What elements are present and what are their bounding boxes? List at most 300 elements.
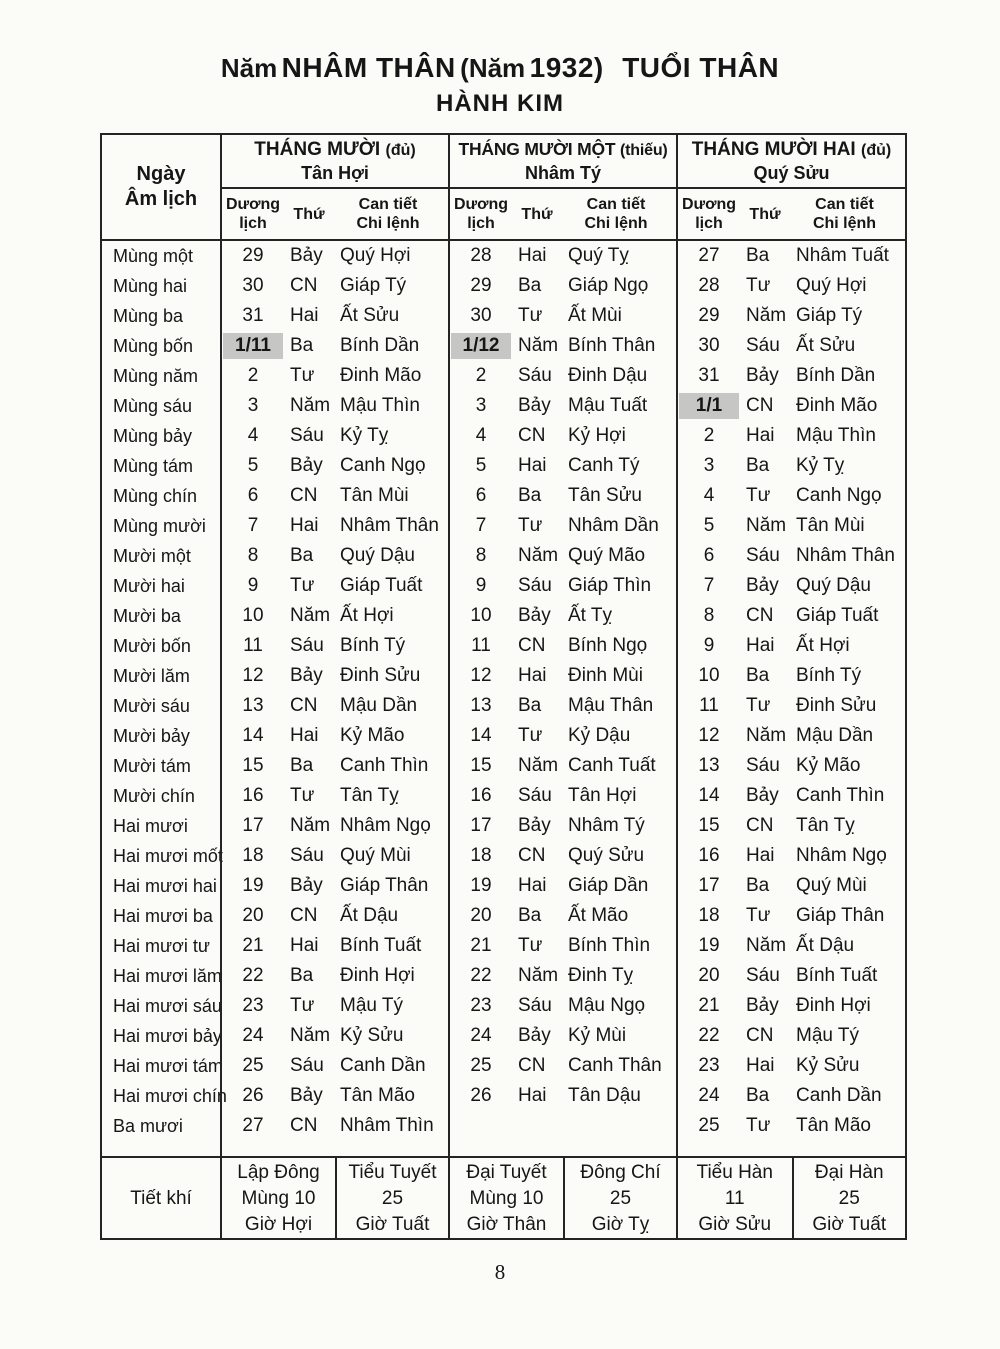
canchi-name: Đinh Mão: [796, 395, 878, 416]
canchi-name: Quý Tỵ: [568, 245, 629, 266]
lunar-day-label: Hai mươi mốt: [113, 846, 223, 866]
month-day-cell: [220, 691, 448, 721]
month-day-cell: [676, 481, 905, 511]
month-day-cell: [676, 931, 905, 961]
table-row: [102, 841, 905, 871]
tietkhi-entry: [335, 1158, 448, 1240]
weekday-name: Năm: [746, 725, 787, 746]
solar-date: 5: [247, 455, 259, 476]
weekday-name: Tư: [746, 1115, 771, 1136]
weekday-name: Tư: [746, 275, 771, 296]
filler-row: [102, 1141, 905, 1156]
month-day-cell: [676, 1081, 905, 1111]
canchi-name: Quý Dậu: [796, 575, 871, 596]
solar-date: 17: [470, 815, 492, 836]
canchi-name: Đinh Dậu: [568, 365, 648, 386]
canchi-name: Canh Thân: [568, 1055, 662, 1076]
month-day-cell: [448, 1021, 676, 1051]
canchi-name: Tân Mùi: [796, 515, 865, 536]
lunar-day-label: Mùng tám: [113, 456, 194, 476]
month-day-cell: [220, 841, 448, 871]
tietkhi-hour: Giờ Tuất: [812, 1214, 887, 1235]
solar-date: 7: [247, 515, 259, 536]
weekday-name: Tư: [746, 695, 771, 716]
tietkhi-name: Đông Chí: [580, 1162, 661, 1183]
canchi-name: Ất Sửu: [796, 335, 856, 356]
tietkhi-row: [102, 1156, 905, 1240]
table-row: [102, 811, 905, 841]
weekday-name: CN: [290, 485, 318, 506]
canchi-name: Đinh Mùi: [568, 665, 643, 686]
canchi-name: Ất Dậu: [340, 905, 399, 926]
month-qualifier: (thiếu): [620, 142, 668, 159]
month-day-cell: [676, 511, 905, 541]
canchi-header-line2: Chi lệnh: [584, 215, 648, 232]
weekday-name: Sáu: [518, 575, 552, 596]
month-day-cell: [676, 781, 905, 811]
month-day-cell: [448, 271, 676, 301]
weekday-name: Hai: [290, 935, 319, 956]
canchi-name: Bính Tuất: [340, 935, 422, 956]
weekday-name: Hai: [746, 1055, 775, 1076]
solar-date: 3: [247, 395, 259, 416]
canchi-name: Đinh Mão: [340, 365, 422, 386]
weekday-name: Năm: [518, 545, 559, 566]
canchi-name: Giáp Tuất: [796, 605, 879, 626]
tietkhi-month-1: [220, 1158, 448, 1240]
canchi-name: Canh Tý: [568, 455, 640, 476]
solar-date: 11: [471, 635, 491, 656]
tietkhi-hour: Giờ Tuất: [355, 1214, 430, 1235]
month-header-1: [220, 135, 448, 187]
canchi-name: Đinh Tỵ: [568, 965, 634, 986]
solar-date: 28: [698, 275, 720, 296]
solar-date: 19: [470, 875, 492, 896]
weekday-name: Ba: [746, 1085, 770, 1106]
month-day-cell: [220, 481, 448, 511]
month-day-cell: [220, 331, 448, 361]
solar-date: 1/11: [223, 333, 283, 359]
month-day-cell: [220, 601, 448, 631]
weekday-name: Ba: [746, 245, 770, 266]
month-day-cell: [220, 1111, 448, 1141]
title-paren-year: 1932): [529, 52, 604, 83]
canchi-name: Kỷ Hợi: [568, 425, 626, 446]
weekday-name: Sáu: [290, 1055, 324, 1076]
solar-date: 16: [470, 785, 492, 806]
solar-date: 2: [703, 425, 715, 446]
month-day-cell: [448, 1081, 676, 1111]
weekday-name: Hai: [290, 725, 319, 746]
tietkhi-name: Tiểu Hàn: [696, 1162, 773, 1183]
tietkhi-hour: Giờ Tỵ: [591, 1214, 650, 1235]
solar-date: 2: [475, 365, 487, 386]
lunar-day-label: Hai mươi hai: [113, 876, 217, 896]
tietkhi-entry: [222, 1158, 335, 1240]
canchi-name: Bính Thân: [568, 335, 656, 356]
tietkhi-name: Tiểu Tuyết: [348, 1162, 437, 1183]
solar-date: 28: [470, 245, 492, 266]
solar-date: 15: [470, 755, 492, 776]
weekday-name: Hai: [746, 635, 775, 656]
canchi-name: Nhâm Ngọ: [796, 845, 887, 866]
canchi-name: Ất Hợi: [340, 605, 394, 626]
weekday-name: Tư: [290, 785, 315, 806]
weekday-name: Năm: [746, 305, 787, 326]
lunar-day-label: Mùng mười: [113, 516, 206, 536]
canchi-name: Nhâm Tý: [568, 815, 645, 836]
solar-date: 8: [475, 545, 487, 566]
canchi-header-line1: Can tiết: [358, 196, 418, 213]
month-qualifier: (đủ): [385, 142, 416, 159]
month-header-2: [448, 135, 676, 187]
month-day-cell: [676, 1021, 905, 1051]
lunar-day-label: Mười lăm: [113, 666, 190, 686]
canchi-name: Tân Mão: [796, 1115, 871, 1136]
table-row: [102, 931, 905, 961]
weekday-name: Sáu: [518, 365, 552, 386]
solar-date: 14: [242, 725, 264, 746]
solar-date: 23: [470, 995, 492, 1016]
canchi-name: Giáp Tuất: [340, 575, 423, 596]
month-day-cell: [448, 391, 676, 421]
canchi-name: Mậu Thân: [568, 695, 654, 716]
canchi-header-line2: Chi lệnh: [356, 215, 420, 232]
canchi-name: Giáp Thân: [340, 875, 429, 896]
weekday-name: Sáu: [746, 335, 780, 356]
solar-date: 14: [698, 785, 720, 806]
lunar-day-label: Mười ba: [113, 606, 181, 626]
month-day-cell: [676, 571, 905, 601]
solar-date: 20: [470, 905, 492, 926]
canchi-name: Tân Sửu: [568, 485, 642, 506]
solar-date: 21: [698, 995, 720, 1016]
month-day-cell: [220, 751, 448, 781]
solar-header-line1: Dương: [225, 196, 281, 213]
tietkhi-entry: [678, 1158, 792, 1240]
month-day-cell: [448, 421, 676, 451]
canchi-header: [562, 189, 676, 239]
solar-date: 29: [698, 305, 720, 326]
lunar-day-label: Mùng chín: [113, 486, 198, 506]
solar-date-header: [222, 189, 284, 239]
solar-date: 5: [703, 515, 715, 536]
canchi-name: Đinh Sửu: [796, 695, 877, 716]
month-day-cell: [676, 1111, 905, 1141]
lunar-day-label: Hai mươi chín: [113, 1086, 227, 1106]
tietkhi-entry: [450, 1158, 563, 1240]
month-name: THÁNG MƯỜI MỘT: [458, 139, 616, 159]
table-row: [102, 541, 905, 571]
table-row: [102, 871, 905, 901]
month-day-cell: [220, 571, 448, 601]
solar-date: 15: [698, 815, 720, 836]
month-day-cell: [448, 691, 676, 721]
solar-date: 25: [698, 1115, 720, 1136]
month-day-cell: [676, 451, 905, 481]
canchi-name: Mậu Dần: [796, 725, 874, 746]
table-row: [102, 991, 905, 1021]
canchi-name: Quý Sửu: [568, 845, 645, 866]
month-day-cell: [220, 631, 448, 661]
solar-date: 10: [470, 605, 492, 626]
canchi-name: Nhâm Ngọ: [340, 815, 431, 836]
month-day-cell: [448, 931, 676, 961]
solar-header-line1: Dương: [453, 196, 509, 213]
canchi-name: Bính Dần: [340, 335, 420, 356]
canchi-name: Giáp Dần: [568, 875, 649, 896]
solar-date: 7: [475, 515, 487, 536]
month-day-cell: [220, 391, 448, 421]
weekday-name: Năm: [290, 815, 331, 836]
solar-date: 1/12: [451, 333, 511, 359]
tietkhi-entry: [563, 1158, 676, 1240]
tietkhi-name: Đại Tuyết: [466, 1162, 547, 1183]
tietkhi-label: Tiết khí: [130, 1188, 192, 1209]
solar-date: 5: [475, 455, 487, 476]
solar-date: 15: [242, 755, 264, 776]
table-row: [102, 391, 905, 421]
month-day-cell: [448, 451, 676, 481]
month-day-cell: [676, 901, 905, 931]
table-row: [102, 301, 905, 331]
canchi-name: Kỷ Tỵ: [340, 425, 389, 446]
canchi-name: Quý Mùi: [796, 875, 867, 896]
canchi-name: Giáp Thìn: [568, 575, 652, 596]
month-day-cell: [448, 721, 676, 751]
month-day-cell: [676, 1051, 905, 1081]
month-day-cell: [220, 541, 448, 571]
solar-date: 6: [475, 485, 487, 506]
weekday-name: Bảy: [746, 365, 779, 386]
month-day-cell: [676, 361, 905, 391]
solar-date: 3: [475, 395, 487, 416]
canchi-name: Ất Mùi: [568, 305, 622, 326]
month-day-cell: [676, 241, 905, 271]
month-day-cell: [676, 271, 905, 301]
solar-date: 23: [242, 995, 264, 1016]
weekday-name: Bảy: [290, 455, 323, 476]
canchi-name: Bính Ngọ: [568, 635, 648, 656]
solar-header-line2: lịch: [239, 215, 267, 232]
month-day-cell: [220, 931, 448, 961]
canchi-name: Nhâm Dần: [568, 515, 659, 536]
solar-date: 6: [247, 485, 259, 506]
filler-cell: [676, 1141, 905, 1156]
table-row: [102, 1021, 905, 1051]
weekday-name: Bảy: [518, 815, 551, 836]
solar-date: 10: [698, 665, 720, 686]
month-day-cell: [220, 781, 448, 811]
solar-date: 21: [242, 935, 264, 956]
canchi-name: Tân Mão: [340, 1085, 415, 1106]
weekday-name: Năm: [290, 395, 331, 416]
lunar-day-label: Mùng ba: [113, 306, 184, 326]
canchi-name: Canh Dần: [340, 1055, 426, 1076]
canchi-name: Quý Hợi: [796, 275, 867, 296]
canchi-name: Giáp Tý: [340, 275, 407, 296]
canchi-name: Tân Mùi: [340, 485, 409, 506]
weekday-name: Tư: [290, 365, 315, 386]
month-day-cell: [448, 481, 676, 511]
canchi-name: Ất Mão: [568, 905, 629, 926]
month-day-cell: [676, 631, 905, 661]
solar-date: 26: [242, 1085, 264, 1106]
canchi-name: Nhâm Thân: [796, 545, 895, 566]
month-day-cell: [220, 901, 448, 931]
month-day-cell: [676, 391, 905, 421]
weekday-header: Thứ: [521, 205, 553, 223]
month-name: THÁNG MƯỜI HAI: [691, 139, 856, 160]
canchi-name: Canh Tuất: [568, 755, 656, 776]
weekday-name: Ba: [746, 665, 770, 686]
month-day-cell: [676, 301, 905, 331]
month-day-cell: [448, 841, 676, 871]
solar-date: 9: [247, 575, 259, 596]
solar-date: 12: [470, 665, 492, 686]
lunar-day-label: Mùng hai: [113, 276, 188, 296]
weekday-name: Tư: [746, 485, 771, 506]
canchi-name: Bính Tuất: [796, 965, 878, 986]
canchi-name: Quý Hợi: [340, 245, 411, 266]
month-day-cell: [676, 871, 905, 901]
weekday-name: Bảy: [290, 665, 323, 686]
weekday-name: Tư: [290, 575, 315, 596]
solar-date: 18: [470, 845, 492, 866]
table-row: [102, 631, 905, 661]
canchi-name: Kỷ Tỵ: [796, 455, 845, 476]
weekday-name: Ba: [290, 965, 314, 986]
canchi-name: Mậu Tý: [796, 1025, 860, 1046]
lunar-day-label: Mười một: [113, 546, 191, 566]
month-day-cell: [220, 991, 448, 1021]
month-day-cell: [676, 661, 905, 691]
weekday-name: CN: [746, 815, 774, 836]
lunar-day-label: Ba mươi: [113, 1116, 183, 1136]
solar-date: 1/1: [679, 393, 739, 419]
weekday-name: Ba: [290, 755, 314, 776]
lunar-day-label: Hai mươi: [113, 816, 188, 836]
solar-header-line2: lịch: [467, 215, 495, 232]
tietkhi-day: 25: [381, 1188, 404, 1209]
month-qualifier: (đủ): [860, 142, 892, 159]
solar-date: 4: [703, 485, 715, 506]
weekday-name: CN: [518, 1055, 546, 1076]
weekday-name: CN: [290, 275, 318, 296]
month-day-cell: [448, 331, 676, 361]
canchi-name: Quý Dậu: [340, 545, 415, 566]
canchi-name: Tân Dậu: [568, 1085, 641, 1106]
canchi-name: Tân Hợi: [568, 785, 637, 806]
tietkhi-month-2: [448, 1158, 676, 1240]
month-day-cell: [676, 961, 905, 991]
weekday-name: Sáu: [746, 965, 780, 986]
solar-date: 7: [703, 575, 715, 596]
solar-date: 18: [698, 905, 720, 926]
solar-date: 13: [242, 695, 264, 716]
solar-date: 25: [242, 1055, 264, 1076]
solar-header-line2: lịch: [695, 215, 723, 232]
weekday-name: Hai: [518, 455, 547, 476]
weekday-name: Ba: [518, 275, 542, 296]
solar-date: 29: [242, 245, 264, 266]
month-day-cell: [220, 961, 448, 991]
canchi-name: Mậu Tuất: [568, 395, 648, 416]
month-day-cell: [220, 301, 448, 331]
canchi-name: Ất Sửu: [340, 305, 400, 326]
month-day-cell: [676, 751, 905, 781]
canchi-name: Kỷ Dậu: [568, 725, 631, 746]
month-day-cell: [676, 811, 905, 841]
tietkhi-name: Đại Hàn: [814, 1162, 884, 1183]
month-day-cell: [448, 961, 676, 991]
page-number: 8: [494, 1260, 506, 1284]
tietkhi-day: 11: [724, 1188, 745, 1209]
solar-date: 26: [470, 1085, 492, 1106]
canchi-name: Ất Dậu: [796, 935, 855, 956]
lunar-day-label: Mười bảy: [113, 726, 190, 746]
table-row: [102, 361, 905, 391]
weekday-name: CN: [746, 1025, 774, 1046]
solar-date: 4: [247, 425, 259, 446]
table-row: [102, 481, 905, 511]
corner-header: [102, 135, 220, 239]
page-subtitle: HÀNH KIM: [436, 90, 564, 117]
month-day-cell: [220, 721, 448, 751]
solar-date-header: [450, 189, 512, 239]
month-day-cell: [448, 991, 676, 1021]
month-day-cell: [448, 661, 676, 691]
lunar-day-label: Mùng sáu: [113, 396, 193, 416]
weekday-name: Tư: [746, 905, 771, 926]
weekday-name: Hai: [518, 875, 547, 896]
solar-date: 24: [242, 1025, 264, 1046]
tietkhi-day: Mùng 10: [469, 1188, 544, 1209]
lunar-day-label: Mười sáu: [113, 696, 190, 716]
month-day-cell: [448, 301, 676, 331]
month-day-cell: [220, 271, 448, 301]
solar-date: 14: [470, 725, 492, 746]
weekday-name: Năm: [290, 605, 331, 626]
lunar-day-label: Hai mươi tư: [113, 936, 210, 956]
solar-date: [450, 1111, 512, 1141]
weekday-name: CN: [290, 695, 318, 716]
weekday-name: Ba: [518, 485, 542, 506]
table-row: [102, 1081, 905, 1111]
tietkhi-day: 25: [838, 1188, 860, 1209]
weekday-name: Bảy: [746, 995, 779, 1016]
solar-date: 24: [698, 1085, 720, 1106]
canchi-name: Nhâm Thìn: [340, 1115, 434, 1136]
month-subheader-1: [220, 187, 448, 239]
month-day-cell: [448, 901, 676, 931]
solar-date: 24: [470, 1025, 492, 1046]
month-name: THÁNG MƯỜI: [254, 139, 381, 160]
month-day-cell: [220, 811, 448, 841]
lunar-day-label: Mùng năm: [113, 366, 199, 386]
canchi-name: Giáp Thân: [796, 905, 885, 926]
lunar-day-label: Mười chín: [113, 786, 195, 806]
weekday-name: Tư: [290, 995, 315, 1016]
canchi-name: Tân Tỵ: [796, 815, 855, 836]
canchi-name: Canh Thìn: [796, 785, 885, 806]
solar-date: 19: [242, 875, 264, 896]
weekday-name: Bảy: [290, 875, 323, 896]
weekday-name: CN: [518, 845, 546, 866]
lunar-day-label: Hai mươi bảy: [113, 1026, 222, 1046]
canchi-name: Bính Tý: [340, 635, 406, 656]
page-title: [0, 52, 1000, 84]
